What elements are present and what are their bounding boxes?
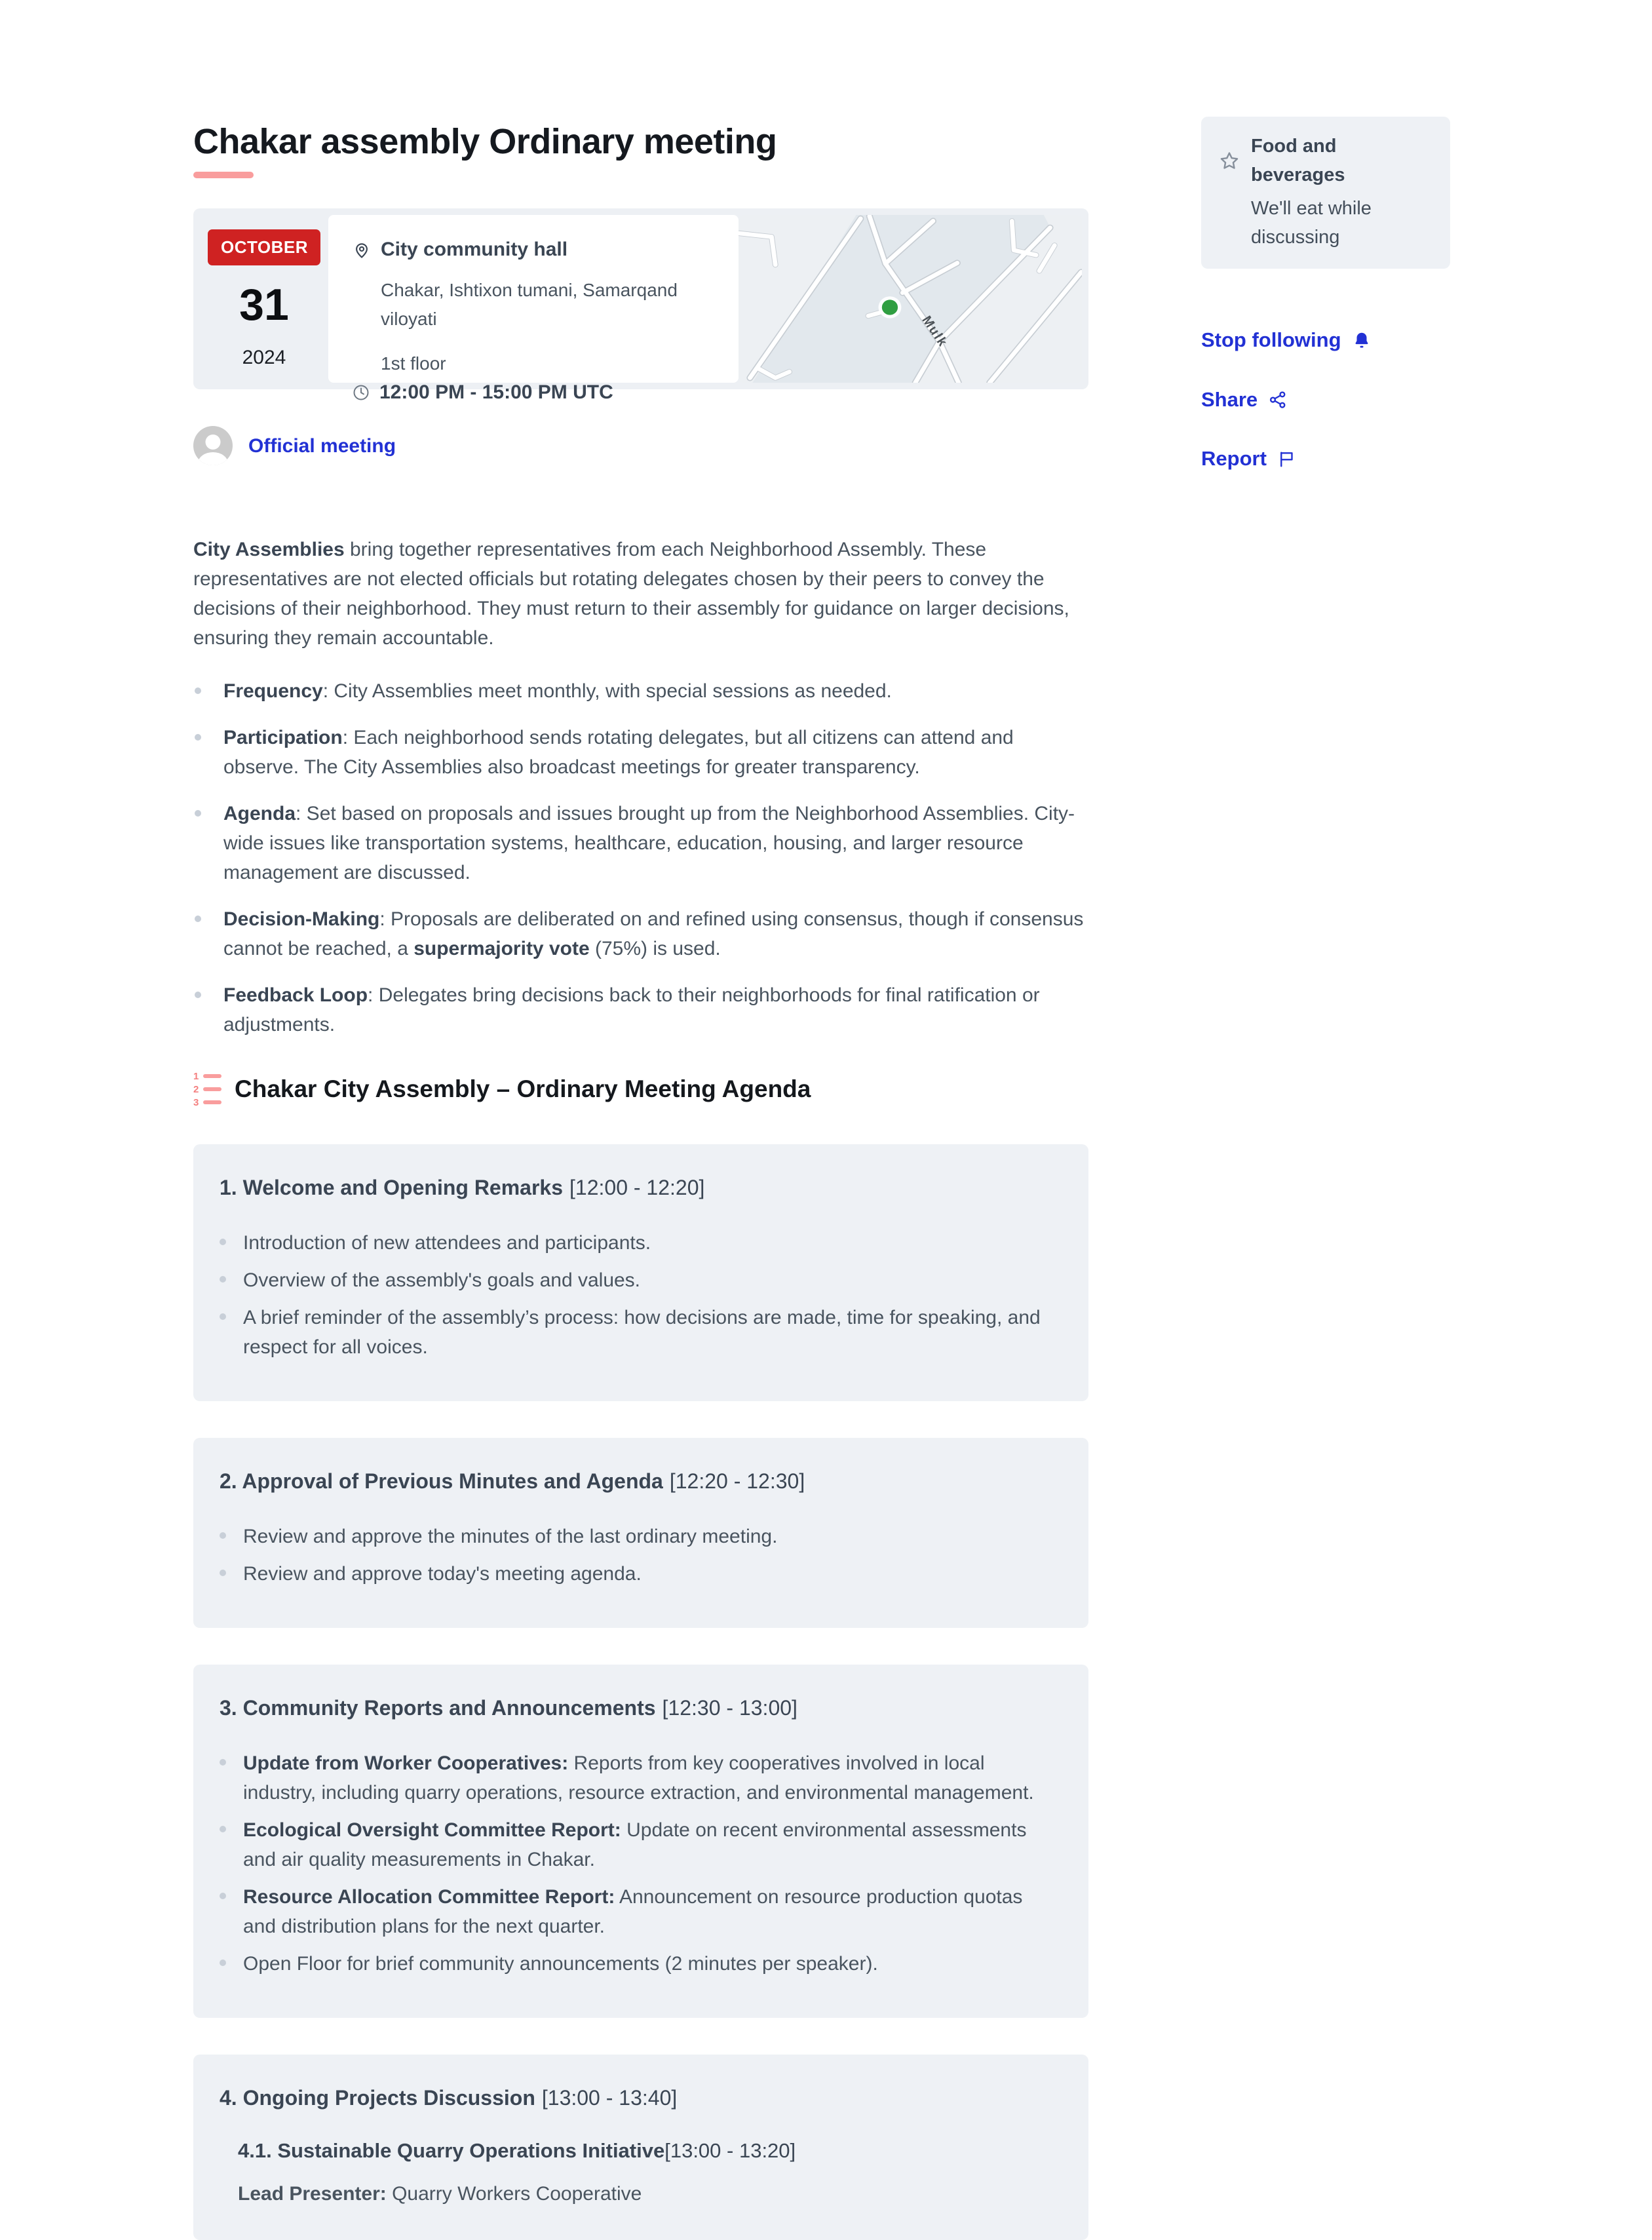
- bullet-dot: [195, 810, 201, 817]
- list-item: Frequency: City Assemblies meet monthly, with special sessions as needed.: [193, 676, 1088, 706]
- event-day: 31: [239, 280, 289, 330]
- venue-name: City community hall: [381, 239, 568, 261]
- list-item: Agenda: Set based on proposals and issues brought up from the Neighborhood Assemblies. City-wide issues like transportation systems, healthcare, education, housing, and larger resource management are discussed.: [193, 799, 1088, 887]
- agenda-heading-row: [193, 1071, 1088, 1108]
- bullet-dot: [220, 1759, 226, 1766]
- venue-address: Chakar, Ishtixon tumani, Samarqand viloyati: [381, 280, 678, 329]
- ordered-list-icon: 1 2 3: [193, 1072, 221, 1108]
- food-card-title: Food and beverages: [1251, 136, 1345, 185]
- agenda-title: Chakar City Assembly – Ordinary Meeting Agenda: [235, 1075, 811, 1103]
- bullet-dot: [195, 916, 201, 922]
- event-year: 2024: [242, 347, 286, 369]
- list-item: Ecological Oversight Committee Report: Update on recent environmental assessments and air quality measurements in Chakar.: [220, 1815, 1060, 1874]
- event-summary-card: [193, 208, 1088, 404]
- bullet-dot: [195, 992, 201, 998]
- stop-following-link[interactable]: Stop following: [1201, 325, 1450, 356]
- title-accent-bar: [193, 172, 254, 178]
- agenda-subsection-title: 4.1. Sustainable Quarry Operations Initiative[13:00 - 13:20]: [238, 2138, 796, 2162]
- overview-bullet-list: [193, 676, 1088, 1039]
- sidebar: [1201, 117, 1450, 474]
- map-pin-icon: [352, 240, 372, 260]
- list-item: Review and approve the minutes of the last ordinary meeting.: [220, 1522, 1060, 1551]
- bullet-dot: [220, 1826, 226, 1832]
- agenda-section-4: 4. Ongoing Projects Discussion [13:00 - 13:40] 4.1. Sustainable Quarry Operations Initiative[13:00 - 13:20] Lead Presenter: Quarry Workers Cooperative: [193, 2055, 1088, 2240]
- star-icon: [1218, 150, 1240, 172]
- report-link[interactable]: Report: [1201, 444, 1450, 474]
- event-date: [200, 215, 328, 383]
- agenda-section-3: 3. Community Reports and Announcements [12:30 - 13:00] Update from Worker Cooperatives: Reports from key cooperatives involved in local industry, including quarry operations, resource extraction, and environmental management. Ecological Oversight Committee Report: Update on recent environmental assessments and air quality measurements in Chakar. Resource Allocation Committee Report: Announcement on resource production quotas and distribution plans for the next quarter. Open Floor for brief community announcements (2 minutes per speaker).: [193, 1665, 1088, 2018]
- list-item: Decision-Making: Proposals are deliberated on and refined using consensus, though if consensus cannot be reached, a supermajority vote (75%) is used.: [193, 904, 1088, 963]
- agenda-section-2: 2. Approval of Previous Minutes and Agenda [12:20 - 12:30] Review and approve the minutes of the last ordinary meeting. Review and approve today's meeting agenda.: [193, 1438, 1088, 1628]
- map-marker: [882, 300, 898, 315]
- share-nodes-icon: [1268, 390, 1288, 410]
- bullet-dot: [220, 1960, 226, 1966]
- bullet-dot: [195, 734, 201, 741]
- list-item: Review and approve today's meeting agenda.: [220, 1559, 1060, 1589]
- page-title: Chakar assembly Ordinary meeting: [193, 122, 777, 161]
- main-column: [193, 0, 1088, 2240]
- avatar: [193, 426, 233, 465]
- bullet-dot: [220, 1570, 226, 1576]
- venue-floor: 1st floor: [381, 353, 446, 374]
- list-item: Update from Worker Cooperatives: Reports from key cooperatives involved in local industry, including quarry operations, resource extraction, and environmental management.: [220, 1748, 1060, 1807]
- map-image: [739, 215, 1082, 383]
- agenda-presenter: Lead Presenter: Quarry Workers Cooperative: [238, 2183, 642, 2205]
- flag-icon: [1277, 449, 1297, 469]
- agenda-section-1: 1. Welcome and Opening Remarks [12:00 - 12:20] Introduction of new attendees and participants. Overview of the assembly's goals and values. A brief reminder of the assembly’s process: how decisions are made, time for speaking, and respect for all voices.: [193, 1144, 1088, 1401]
- bullet-dot: [220, 1276, 226, 1283]
- list-item: Open Floor for brief community announcements (2 minutes per speaker).: [220, 1949, 1060, 1979]
- list-item: Introduction of new attendees and participants.: [220, 1228, 1060, 1258]
- list-item: Resource Allocation Committee Report: Announcement on resource production quotas and distribution plans for the next quarter.: [220, 1882, 1060, 1941]
- list-item: A brief reminder of the assembly’s process: how decisions are made, time for speaking, and respect for all voices.: [220, 1303, 1060, 1362]
- list-item: Overview of the assembly's goals and values.: [220, 1265, 1060, 1295]
- share-link[interactable]: Share: [1201, 385, 1450, 415]
- bullet-dot: [220, 1313, 226, 1320]
- bullet-dot: [220, 1532, 226, 1539]
- event-month-badge: OCTOBER: [208, 229, 320, 265]
- author-row: [193, 426, 1088, 465]
- map-street-label: Mulk: [919, 313, 951, 351]
- map-thumbnail[interactable]: [739, 215, 1082, 383]
- bell-icon: [1352, 330, 1372, 350]
- bullet-dot: [220, 1239, 226, 1245]
- author-link[interactable]: Official meeting: [248, 434, 396, 457]
- food-card: [1201, 117, 1450, 269]
- food-card-subtitle: We'll eat while discussing: [1251, 198, 1372, 248]
- list-item: Participation: Each neighborhood sends rotating delegates, but all citizens can attend and observe. The City Assemblies also broadcast meetings for greater transparency.: [193, 723, 1088, 782]
- clock-icon: [352, 383, 370, 402]
- intro-paragraph: City Assemblies bring together representatives from each Neighborhood Assembly. These representatives are not elected officials but rotating delegates chosen by their peers to convey the decisions of their neighborhood. They must return to their assembly for guidance on larger decisions, ensuring they remain accountable.: [193, 539, 1069, 649]
- bullet-dot: [195, 687, 201, 694]
- event-time: 12:00 PM - 15:00 PM UTC: [379, 381, 613, 404]
- event-location-panel: [328, 215, 739, 404]
- bullet-dot: [220, 1893, 226, 1899]
- list-item: Feedback Loop: Delegates bring decisions back to their neighborhoods for final ratification or adjustments.: [193, 980, 1088, 1039]
